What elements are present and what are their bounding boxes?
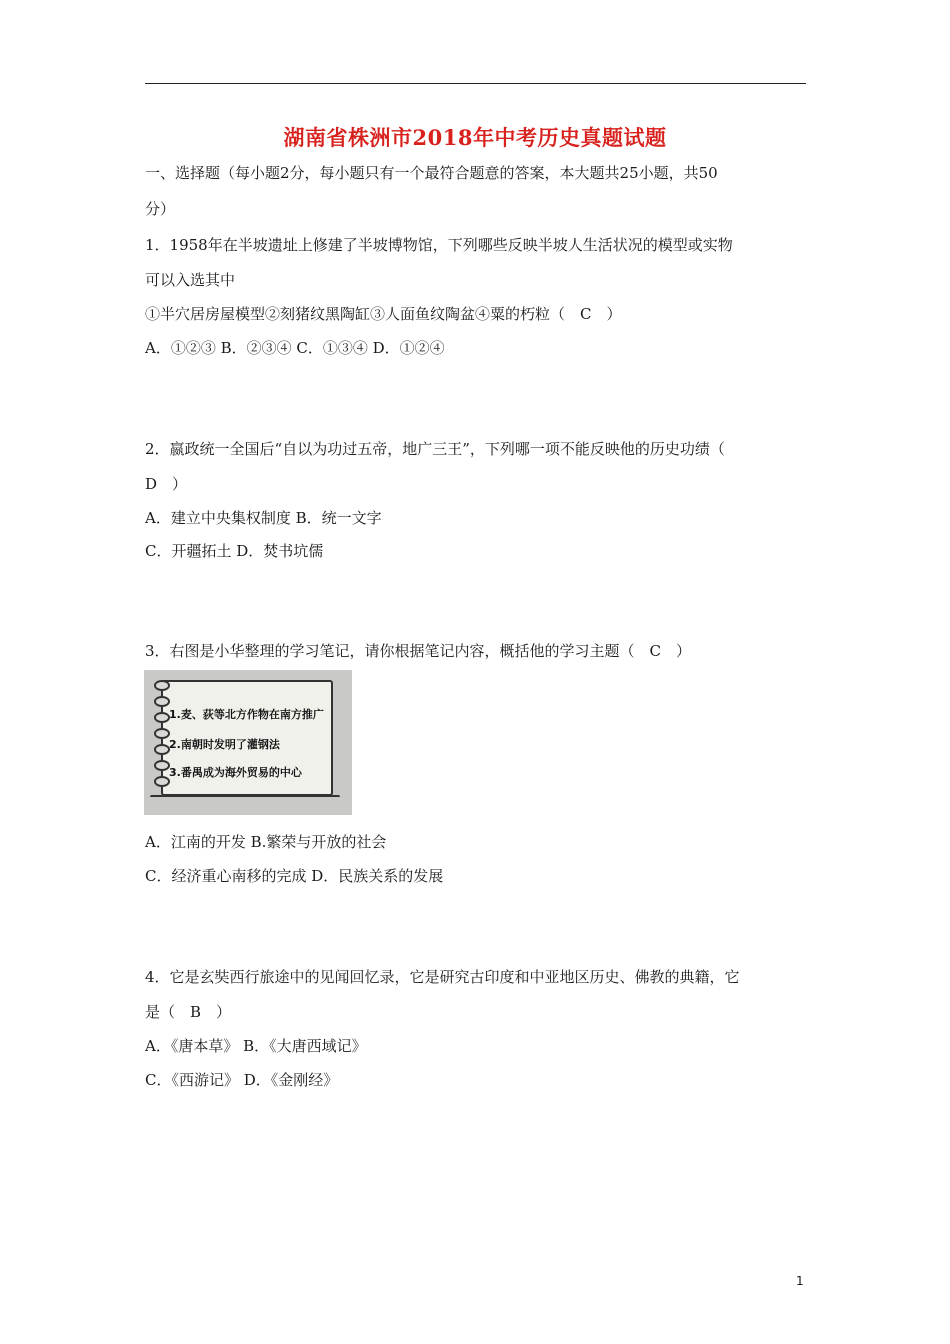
note-item-3: 3.番禺成为海外贸易的中心: [169, 766, 302, 779]
question-1-line-3: ①半穴居房屋模型②刻猪纹黑陶缸③人面鱼纹陶盆④粟的朽粒（ C ）: [145, 305, 622, 323]
note-item-1: 1.麦、荻等北方作物在南方推广: [169, 708, 324, 721]
question-1-options: A．①②③ B．②③④ C．①③④ D．①②④: [145, 339, 445, 357]
question-4-options-2: C．《西游记》 D．《金刚经》: [145, 1071, 339, 1089]
question-2-options-1: A．建立中央集权制度 B．统一文字: [145, 509, 382, 527]
note-item-2: 2.南朝时发明了灌钢法: [169, 738, 280, 751]
question-3-options-2: C．经济重心南移的完成 D．民族关系的发展: [145, 867, 444, 885]
page-title: 湖南省株洲市2018年中考历史真题试题: [283, 125, 667, 150]
header-rule: [145, 83, 806, 84]
question-2-line-1: 2．嬴政统一全国后“自以为功过五帝，地广三王”，下列哪一项不能反映他的历史功绩（: [145, 440, 725, 458]
notebook-spiral: [154, 674, 164, 804]
question-3-line-1: 3．右图是小华整理的学习笔记，请你根据笔记内容，概括他的学习主题（ C ）: [145, 642, 692, 660]
question-1-line-2: 可以入选其中: [145, 271, 236, 289]
question-4-line-2: 是（ B ）: [145, 1003, 232, 1021]
section-heading-line-2: 分）: [145, 200, 176, 218]
question-2-options-2: C．开疆拓土 D．焚书坑儒: [145, 542, 324, 560]
question-2-line-2: D ）: [145, 475, 188, 493]
page-number: 1: [796, 1274, 804, 1288]
question-1-line-1: 1．1958年在半坡遗址上修建了半坡博物馆，下列哪些反映半坡人生活状况的模型或实物: [145, 236, 733, 254]
section-heading-line-1: 一、选择题（每小题2分，每小题只有一个最符合题意的答案，本大题共25小题，共50: [145, 164, 718, 182]
question-4-line-1: 4．它是玄奘西行旅途中的见闻回忆录，它是研究古印度和中亚地区历史、佛教的典籍，它: [145, 968, 740, 986]
question-4-options-1: A．《唐本草》 B．《大唐西域记》: [145, 1037, 367, 1055]
question-3-options-1: A．江南的开发 B.繁荣与开放的社会: [145, 833, 387, 851]
study-notes-image: [144, 670, 352, 815]
notebook-base: [150, 795, 340, 803]
